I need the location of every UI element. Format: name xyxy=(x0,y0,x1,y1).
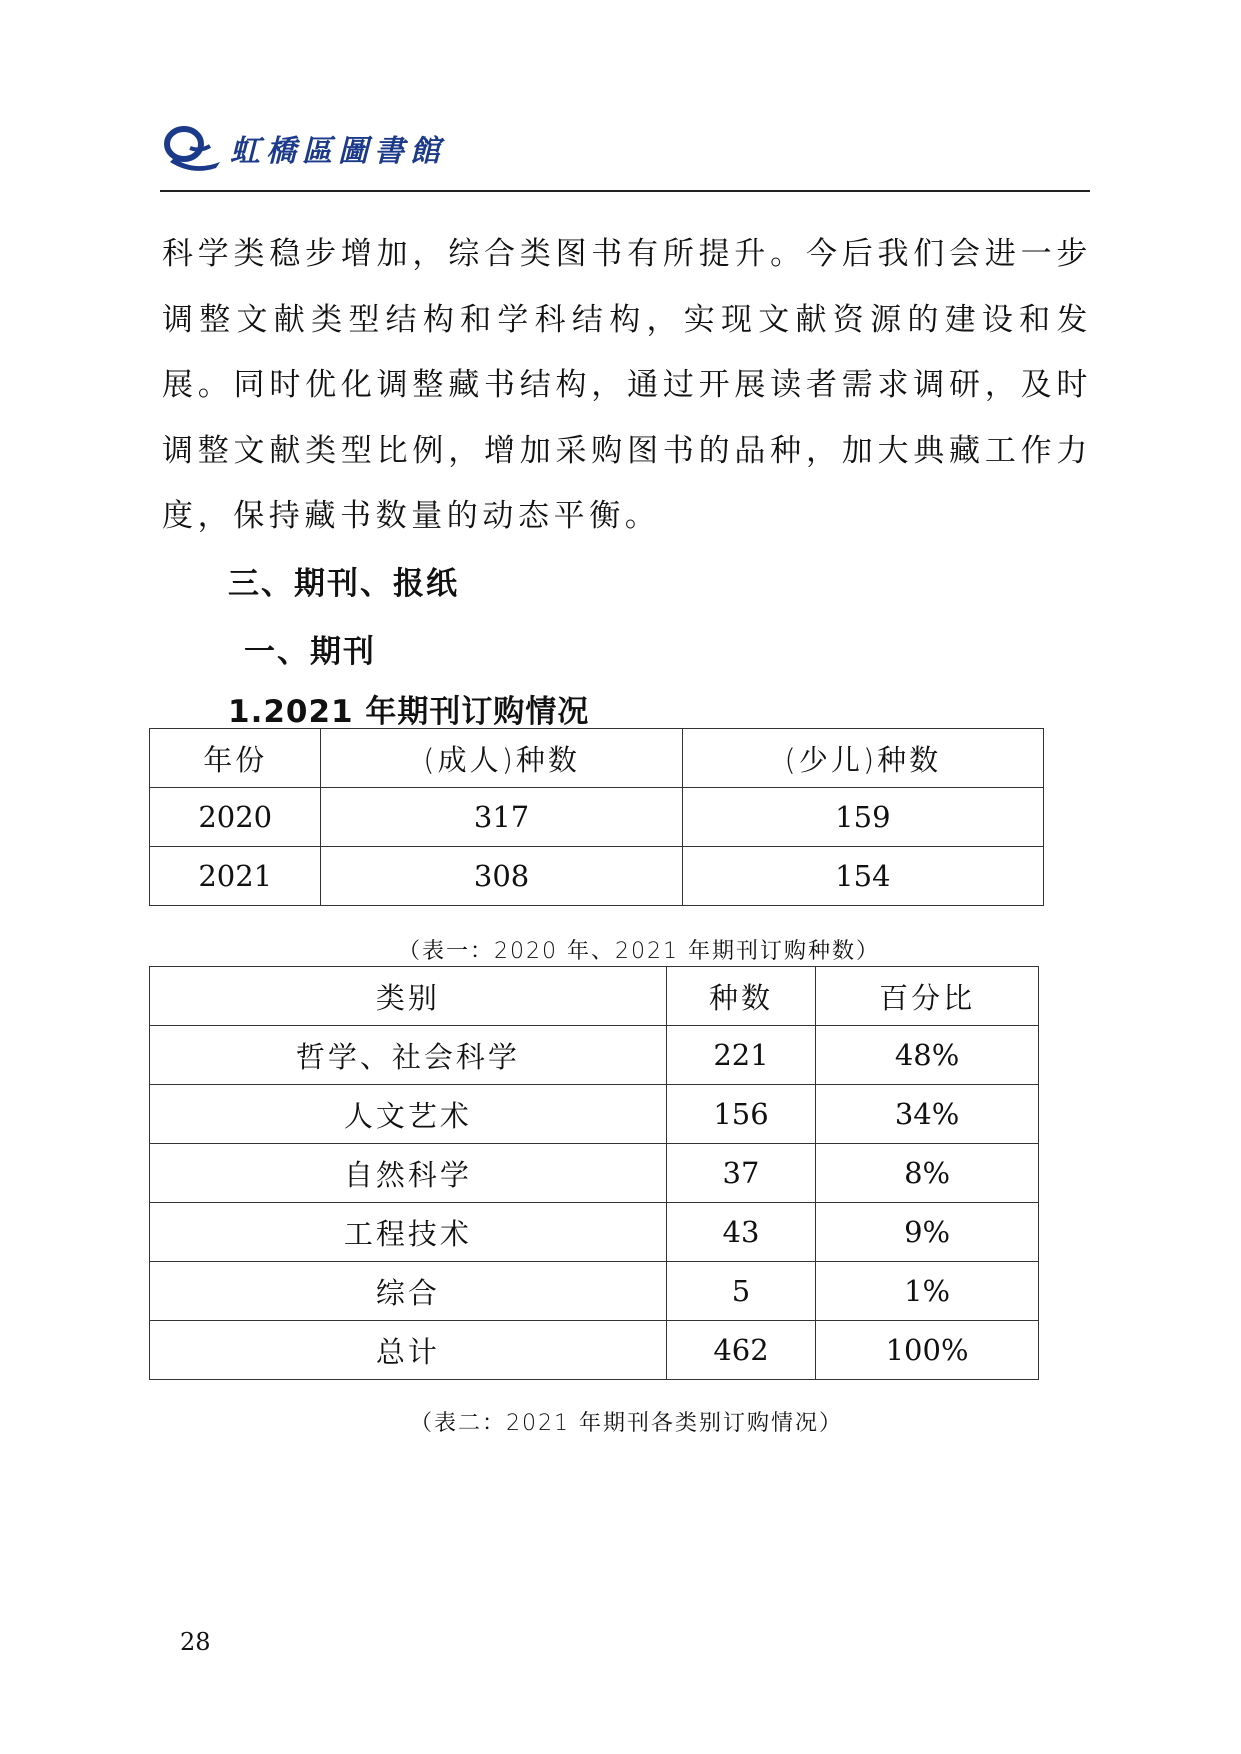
table-row xyxy=(150,1026,1039,1085)
periodical-subscription-table xyxy=(149,728,1044,906)
table-cell: 100% xyxy=(816,1321,1039,1380)
table-cell: 308 xyxy=(321,847,682,906)
table-row xyxy=(150,847,1044,906)
page-number: 28 xyxy=(180,1628,211,1656)
table-cell: 工程技术 xyxy=(150,1203,667,1262)
table-cell: 34% xyxy=(816,1085,1039,1144)
table-header-row xyxy=(150,967,1039,1026)
table-cell: 43 xyxy=(666,1203,815,1262)
table-cell: 5 xyxy=(666,1262,815,1321)
table-header-cell: (少儿)种数 xyxy=(682,729,1043,788)
table-row xyxy=(150,1203,1039,1262)
table-cell: 462 xyxy=(666,1321,815,1380)
table-header-cell: 类别 xyxy=(150,967,667,1026)
table-cell: 317 xyxy=(321,788,682,847)
table-row xyxy=(150,1085,1039,1144)
table-cell: 156 xyxy=(666,1085,815,1144)
body-paragraph: 科学类稳步增加，综合类图书有所提升。今后我们会进一步调整文献类型结构和学科结构，实现文献资源的建设和发展。同时优化调整藏书结构，通过开展读者需求调研，及时调整文献类型比例，增加采购图书的品种，加大典藏工作力度，保持藏书数量的动态平衡。 xyxy=(162,236,1092,534)
table-header-cell: 种数 xyxy=(666,967,815,1026)
subsection-heading: 一、期刊 xyxy=(244,634,376,670)
table-header-cell: (成人)种数 xyxy=(321,729,682,788)
table-cell: 2020 xyxy=(150,788,321,847)
table-cell: 48% xyxy=(816,1026,1039,1085)
table-header-row xyxy=(150,729,1044,788)
table-cell: 159 xyxy=(682,788,1043,847)
table-cell: 9% xyxy=(816,1203,1039,1262)
table-total-row xyxy=(150,1321,1039,1380)
table-cell: 221 xyxy=(666,1026,815,1085)
table-header-cell: 年份 xyxy=(150,729,321,788)
table-cell: 8% xyxy=(816,1144,1039,1203)
table-cell: 37 xyxy=(666,1144,815,1203)
table-caption: （表一：2020 年、2021 年期刊订购种数） xyxy=(398,939,880,964)
table-caption: （表二：2021 年期刊各类别订购情况） xyxy=(410,1411,843,1436)
table-row xyxy=(150,1262,1039,1321)
table-cell: 总计 xyxy=(150,1321,667,1380)
library-logo-text: 虹橋區圖書館 xyxy=(230,134,446,169)
section-heading: 三、期刊、报纸 xyxy=(228,566,459,602)
table-cell: 1% xyxy=(816,1262,1039,1321)
table-row xyxy=(150,1144,1039,1203)
table-cell: 哲学、社会科学 xyxy=(150,1026,667,1085)
table-cell: 人文艺术 xyxy=(150,1085,667,1144)
table-cell: 自然科学 xyxy=(150,1144,667,1203)
table-header-cell: 百分比 xyxy=(816,967,1039,1026)
periodical-category-table xyxy=(149,966,1039,1380)
header-divider xyxy=(160,190,1090,192)
library-header xyxy=(160,118,446,178)
library-logo-icon xyxy=(160,122,222,174)
item-heading: 1.2021 年期刊订购情况 xyxy=(228,694,590,730)
table-cell: 154 xyxy=(682,847,1043,906)
table-cell: 综合 xyxy=(150,1262,667,1321)
table-row xyxy=(150,788,1044,847)
table-cell: 2021 xyxy=(150,847,321,906)
